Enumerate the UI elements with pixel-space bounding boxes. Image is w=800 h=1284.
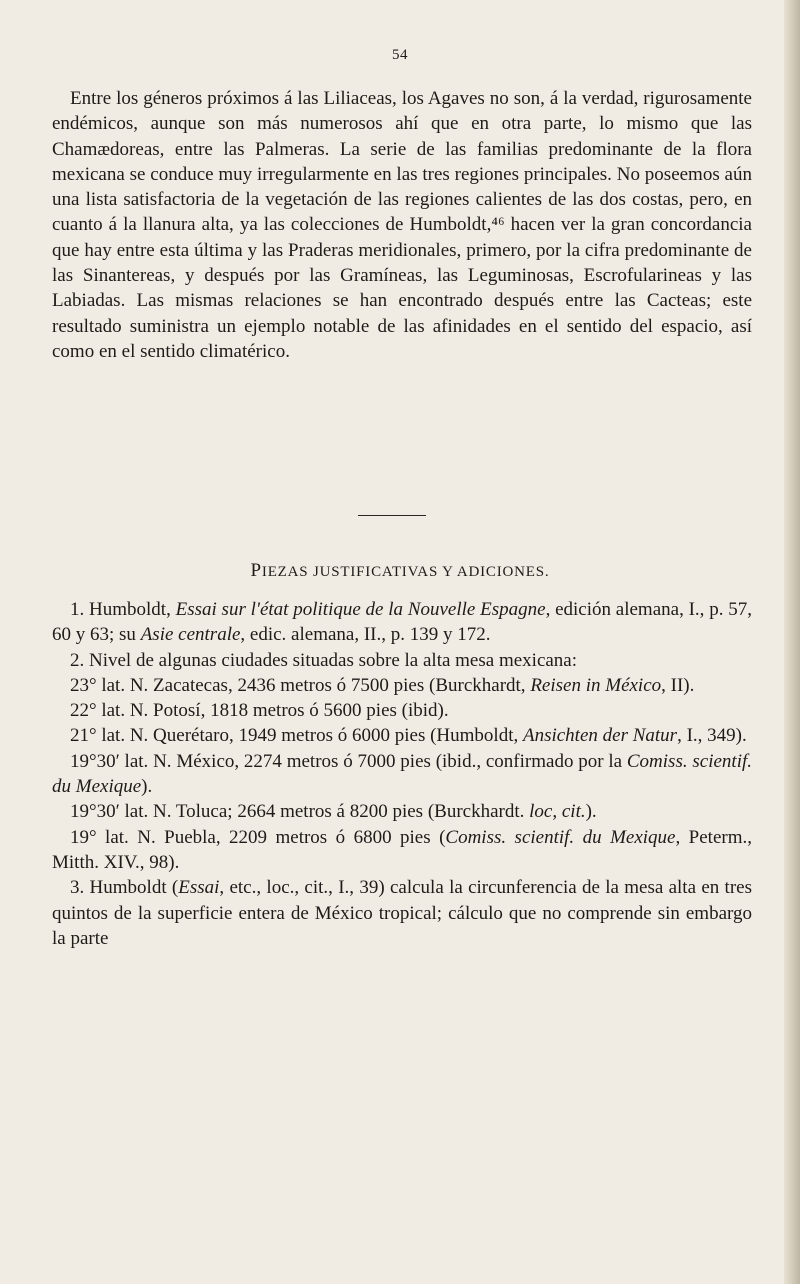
note-1-text: 1. Humboldt,	[70, 599, 176, 620]
entry-text-end: , I., 349).	[677, 725, 747, 747]
section-heading	[0, 560, 800, 582]
main-paragraph	[52, 86, 752, 364]
note-3-text: 3. Humboldt (	[70, 877, 179, 899]
page-number: 54	[392, 47, 408, 63]
section-divider	[358, 515, 426, 516]
entry-title: Ansichten der Natur	[522, 725, 678, 747]
note-2-mexico	[52, 749, 752, 800]
entry-text: 19°30′ lat. N. México, 2274 metros ó 7000 pies (ibid., confirmado por la	[70, 750, 627, 772]
entry-text-end: ).	[585, 801, 597, 823]
entry-title: loc, cit.	[529, 801, 586, 823]
note-2-puebla	[52, 825, 752, 876]
heading-initial: P	[250, 560, 262, 581]
note-2-zacatecas	[52, 673, 752, 698]
note-3-title: Essai	[178, 877, 220, 899]
note-2-toluca	[52, 799, 752, 824]
note-1	[52, 597, 752, 648]
notes-list	[52, 597, 752, 951]
entry-title: Comiss. scientif. du Mexique	[445, 826, 676, 848]
note-1-title: Essai sur l'état politique de la Nouvelle Espagne	[175, 599, 546, 620]
note-2: 2. Nivel de algunas ciudades situadas sobre la alta mesa mexicana:	[70, 649, 578, 671]
entry-title: Reisen in México	[530, 674, 662, 696]
entry-text: 19°30′ lat. N. Toluca; 2664 metros á 8200 pies (Burckhardt.	[70, 801, 530, 823]
paragraph-text: Entre los géneros próximos á las Liliaceas, los Agaves no son, á la verdad, rigurosamente endémicos, aunque son más numerosos ahí que en otra parte, lo mismo que las Chamædoreas, entre las Palmeras. La serie de las familias predominante de la flora mexicana se conduce muy irregularmente en las tres regiones principales. No poseemos aún una lista satisfactoria de la vegetación de las regiones calientes de las dos costas, pero, en cuanto á la llanura alta, ya las colecciones de Humboldt,⁴⁶ hacen ver la gran concordancia que hay entre esta última y las Praderas meridionales, primero, por la cifra predominante de las Sinantereas, y después por las Gramíneas, las Leguminosas, Escrofularineas y las Labiadas. Las mismas relaciones se han encontrado después entre las Cacteas; este resultado suministra un ejemplo notable de las afinidades en el sentido del espacio, así como en el sentido climatérico.	[52, 88, 752, 362]
entry-text-end: , Peterm., Mitth. XIV., 98).	[52, 826, 752, 873]
entry-text: 23° lat. N. Zacatecas, 2436 metros ó 7500 pies (Burckhardt,	[70, 674, 531, 696]
entry-text: 21° lat. N. Querétaro, 1949 metros ó 6000 pies (Humboldt,	[70, 725, 523, 747]
note-2-queretaro	[52, 723, 752, 748]
entry-title: Comiss. scientif. du Mexique	[52, 750, 753, 798]
heading-rest: IEZAS JUSTIFICATIVAS Y ADICIONES.	[261, 564, 550, 580]
entry-text: 19° lat. N. Puebla, 2209 metros ó 6800 pies (	[70, 826, 446, 848]
page-edge	[784, 0, 800, 1284]
note-3-text-2: , etc., loc., cit., I., 39) calcula la circunferencia de la mesa alta en tres quintos de la superficie entera de México tropical; cálculo que no comprende sin embargo la parte	[52, 877, 752, 949]
entry-text-end: ).	[141, 776, 153, 798]
note-1-title-2: Asie centrale	[140, 624, 241, 646]
note-2-potosi: 22° lat. N. Potosí, 1818 metros ó 5600 pies (ibid).	[70, 700, 449, 722]
note-1-text-2: , edición alemana, I., p. 57, 60 y 63; su	[52, 599, 752, 646]
note-3	[52, 875, 752, 951]
note-1-text-3: , edic. alemana, II., p. 139 y 172.	[240, 624, 491, 646]
entry-text-end: , II).	[661, 674, 695, 696]
